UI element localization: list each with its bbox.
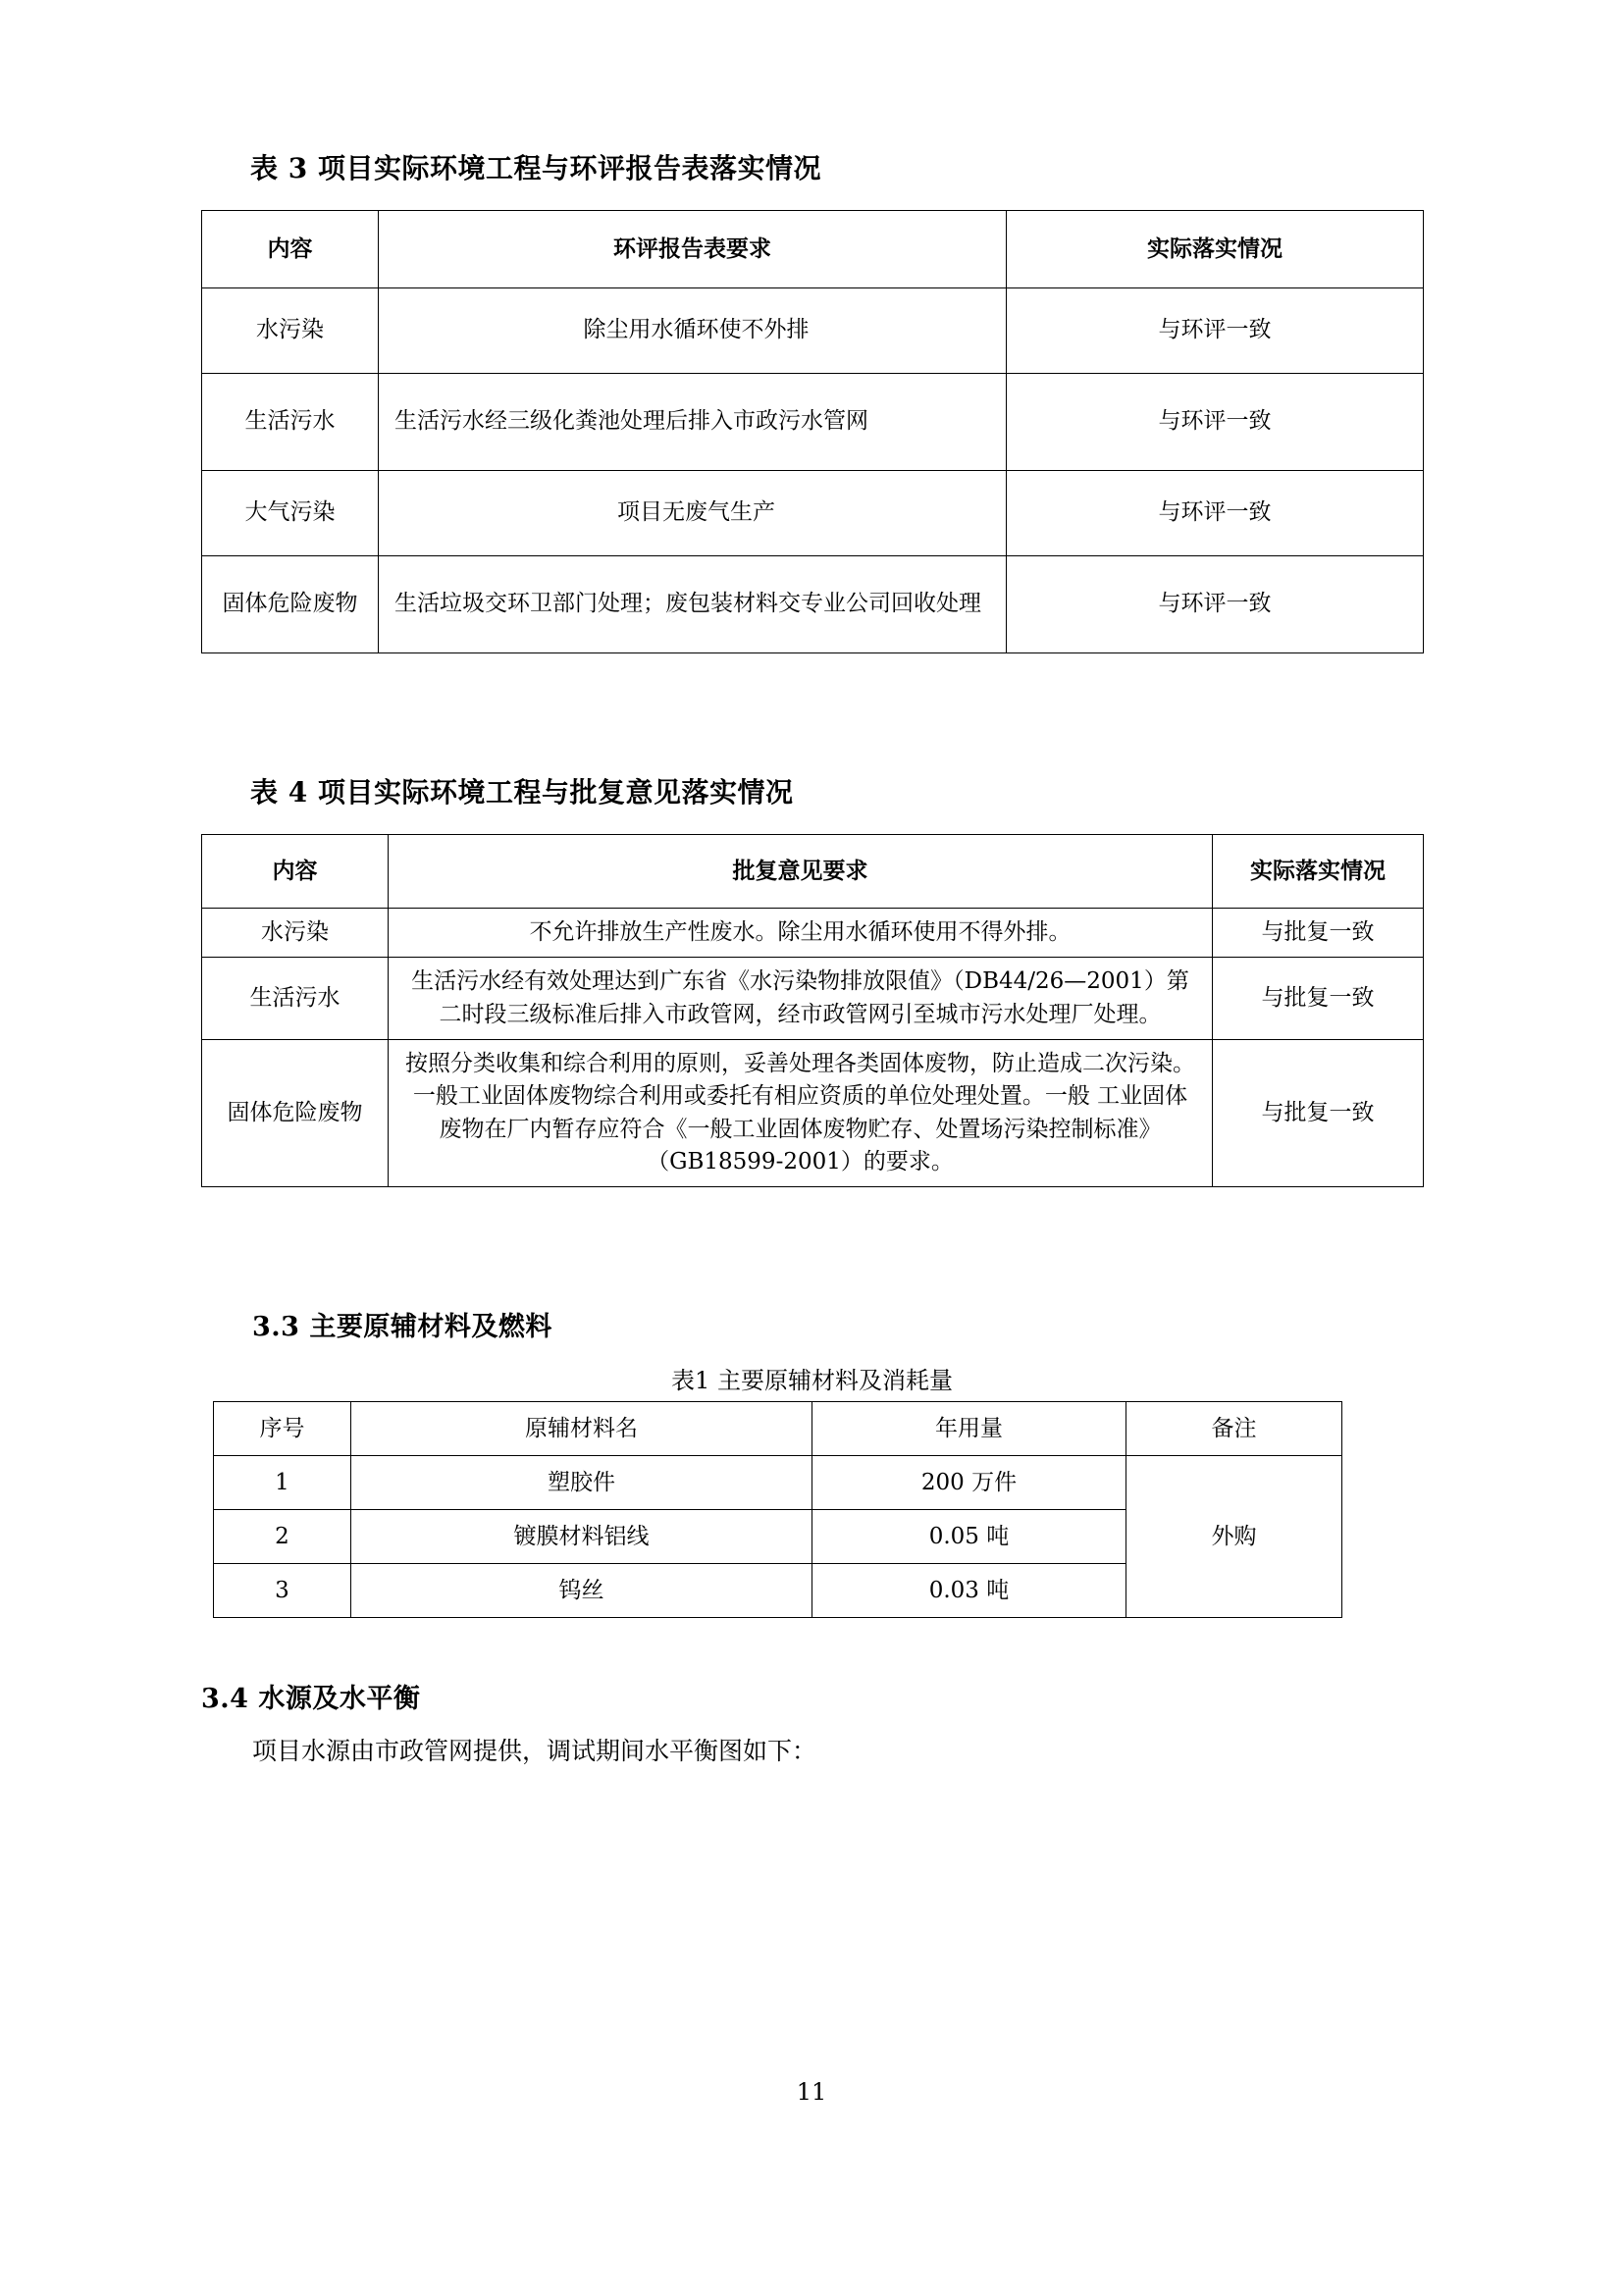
table-header-row bbox=[214, 1402, 1342, 1456]
table3-cell-actual: 与环评一致 bbox=[1007, 556, 1424, 653]
table3-cell-requirement: 生活污水经三级化粪池处理后排入市政污水管网 bbox=[379, 374, 1007, 471]
table4-cell-requirement: 按照分类收集和综合利用的原则，妥善处理各类固体废物，防止造成二次污染。一般工业固体废物综合利用或委托有相应资质的单位处理处置。一般 工业固体废物在厂内暂存应符合《一般工业固体废物贮存、处置场污染控制标准》（GB18599-2001）的要求。 bbox=[389, 1040, 1213, 1187]
table1-cell-amount: 200 万件 bbox=[812, 1456, 1126, 1510]
section-heading-3-3: 3.3 主要原辅材料及燃料 bbox=[252, 1312, 552, 1343]
table4-cell-content: 生活污水 bbox=[202, 958, 389, 1040]
table1-header-remark: 备注 bbox=[1126, 1402, 1342, 1456]
table3-header-content: 内容 bbox=[202, 211, 379, 288]
table3-caption: 表 3 项目实际环境工程与环评报告表落实情况 bbox=[250, 152, 821, 184]
table3-cell-actual: 与环评一致 bbox=[1007, 374, 1424, 471]
table-row bbox=[202, 556, 1424, 653]
table1-cell-no: 3 bbox=[214, 1564, 351, 1618]
table-row bbox=[202, 471, 1424, 556]
table4-cell-requirement: 不允许排放生产性废水。除尘用水循环使用不得外排。 bbox=[389, 909, 1213, 958]
table-header-row bbox=[202, 835, 1424, 909]
table3-cell-requirement: 项目无废气生产 bbox=[379, 471, 1007, 556]
table4-header-actual: 实际落实情况 bbox=[1213, 835, 1424, 909]
section-3-4-paragraph: 项目水源由市政管网提供，调试期间水平衡图如下： bbox=[252, 1737, 817, 1766]
spacer bbox=[201, 1187, 1423, 1305]
table-row bbox=[202, 1040, 1424, 1187]
table3-cell-actual: 与环评一致 bbox=[1007, 288, 1424, 374]
table-row bbox=[202, 909, 1424, 958]
table1-cell-amount: 0.05 吨 bbox=[812, 1510, 1126, 1564]
table1-cell-no: 1 bbox=[214, 1456, 351, 1510]
table3-header-requirement: 环评报告表要求 bbox=[379, 211, 1007, 288]
table-row bbox=[202, 374, 1424, 471]
page-number: 11 bbox=[796, 2078, 827, 2106]
table3-cell-content: 大气污染 bbox=[202, 471, 379, 556]
table1-cell-name: 钨丝 bbox=[351, 1564, 812, 1618]
table-4 bbox=[201, 834, 1424, 1187]
table3-cell-content: 固体危险废物 bbox=[202, 556, 379, 653]
section-heading-3-4: 3.4 水源及水平衡 bbox=[201, 1684, 421, 1715]
table4-cell-actual: 与批复一致 bbox=[1213, 909, 1424, 958]
table1-header-name: 原辅材料名 bbox=[351, 1402, 812, 1456]
table4-header-requirement: 批复意见要求 bbox=[389, 835, 1213, 909]
table4-header-content: 内容 bbox=[202, 835, 389, 909]
table-row bbox=[202, 958, 1424, 1040]
table-3 bbox=[201, 210, 1424, 653]
table3-cell-requirement: 生活垃圾交环卫部门处理；废包装材料交专业公司回收处理 bbox=[379, 556, 1007, 653]
table1-header-no: 序号 bbox=[214, 1402, 351, 1456]
table1-cell-remark: 外购 bbox=[1126, 1456, 1342, 1618]
table4-cell-content: 固体危险废物 bbox=[202, 1040, 389, 1187]
table4-cell-actual: 与批复一致 bbox=[1213, 958, 1424, 1040]
table-row bbox=[202, 288, 1424, 374]
table4-caption: 表 4 项目实际环境工程与批复意见落实情况 bbox=[250, 776, 794, 809]
table3-header-actual: 实际落实情况 bbox=[1007, 211, 1424, 288]
table3-cell-content: 水污染 bbox=[202, 288, 379, 374]
table-1-materials bbox=[213, 1401, 1342, 1618]
table1-caption: 表1 主要原辅材料及消耗量 bbox=[671, 1367, 953, 1395]
table3-cell-requirement: 除尘用水循环使不外排 bbox=[379, 288, 1007, 374]
table4-cell-content: 水污染 bbox=[202, 909, 389, 958]
page-content bbox=[201, 147, 1423, 1770]
table-header-row bbox=[202, 211, 1424, 288]
table1-cell-name: 塑胶件 bbox=[351, 1456, 812, 1510]
table3-cell-actual: 与环评一致 bbox=[1007, 471, 1424, 556]
spacer bbox=[201, 653, 1423, 771]
table-row bbox=[214, 1456, 1342, 1510]
table1-cell-amount: 0.03 吨 bbox=[812, 1564, 1126, 1618]
table1-header-amount: 年用量 bbox=[812, 1402, 1126, 1456]
table1-cell-no: 2 bbox=[214, 1510, 351, 1564]
spacer bbox=[201, 1618, 1423, 1677]
table3-cell-content: 生活污水 bbox=[202, 374, 379, 471]
table4-cell-actual: 与批复一致 bbox=[1213, 1040, 1424, 1187]
table1-cell-name: 镀膜材料铝线 bbox=[351, 1510, 812, 1564]
table4-cell-requirement: 生活污水经有效处理达到广东省《水污染物排放限值》（DB44/26—2001）第二时段三级标准后排入市政管网，经市政管网引至城市污水处理厂处理。 bbox=[389, 958, 1213, 1040]
